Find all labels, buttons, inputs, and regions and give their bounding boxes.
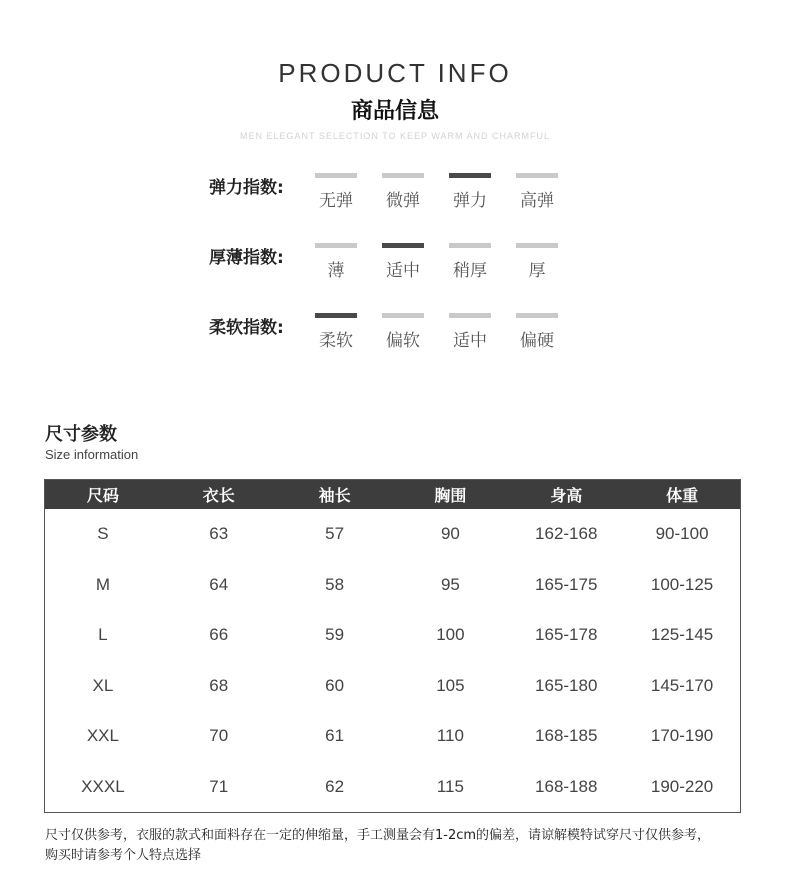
option-label: 微弹	[386, 191, 420, 211]
indicator-bar	[315, 173, 357, 178]
table-cell: 105	[436, 675, 465, 695]
table-cell: 70	[209, 726, 229, 746]
option-label: 稍厚	[453, 261, 487, 281]
table-row	[45, 560, 740, 611]
option-label: 薄	[327, 261, 345, 281]
table-cell: 168-185	[535, 726, 598, 746]
option-label: 厚	[528, 261, 546, 281]
indicator-bar	[516, 243, 558, 248]
indicator-bar	[315, 313, 357, 318]
indicator-bar	[516, 313, 558, 318]
table-cell: 100	[436, 625, 465, 645]
option-label: 适中	[386, 261, 420, 281]
softness-option	[448, 313, 492, 351]
table-cell: 90-100	[655, 524, 709, 544]
elasticity-row	[0, 173, 790, 223]
softness-option	[515, 313, 559, 351]
table-cell: 60	[325, 675, 345, 695]
elasticity-option	[381, 173, 425, 211]
table-cell: 62	[325, 776, 345, 796]
table-row	[45, 762, 740, 813]
column-header: 体重	[624, 480, 740, 509]
table-cell: XXXL	[81, 776, 125, 796]
table-cell: S	[97, 524, 109, 544]
elasticity-label: 弹力指数:	[209, 178, 284, 198]
thickness-option	[381, 243, 425, 281]
product-info-title: PRODUCT INFO	[278, 58, 512, 88]
indicator-bar	[382, 243, 424, 248]
option-label: 偏软	[386, 331, 420, 351]
thickness-option	[314, 243, 358, 281]
table-cell: 64	[209, 574, 229, 594]
note-line: 购买时请参考个人特点选择	[45, 848, 202, 863]
size-section-subtitle: Size information	[45, 447, 139, 462]
table-cell: 125-145	[650, 625, 714, 645]
table-cell: 165-178	[535, 625, 598, 645]
table-cell: 165-180	[535, 675, 598, 695]
table-header-row	[45, 480, 740, 509]
indicator-bar	[449, 243, 491, 248]
option-label: 高弹	[520, 191, 554, 211]
table-cell: 115	[436, 776, 464, 796]
table-cell: 170-190	[650, 726, 714, 746]
table-cell: 162-168	[535, 524, 598, 544]
table-cell: 59	[325, 625, 345, 645]
table-cell: 71	[209, 776, 229, 796]
elasticity-option	[448, 173, 492, 211]
table-cell: 61	[325, 726, 345, 746]
softness-label: 柔软指数:	[209, 318, 284, 338]
table-row	[45, 610, 740, 661]
table-cell: 57	[325, 524, 345, 544]
note-line: 尺寸仅供参考，衣服的款式和面料存在一定的伸缩量，手工测量会有1-2cm的偏差，请谅解模特试穿尺寸仅供参考，	[45, 828, 711, 843]
thickness-option	[448, 243, 492, 281]
elasticity-option	[314, 173, 358, 211]
column-header: 衣长	[161, 480, 277, 509]
softness-row	[0, 313, 790, 363]
table-cell: 110	[436, 726, 464, 746]
option-label: 适中	[453, 331, 487, 351]
column-header: 胸围	[392, 480, 508, 509]
elasticity-option	[515, 173, 559, 211]
table-row	[45, 509, 740, 560]
column-header: 身高	[508, 480, 624, 509]
option-label: 弹力	[453, 191, 487, 211]
indicator-bar	[315, 243, 357, 248]
table-cell: 190-220	[650, 776, 714, 796]
table-cell: 95	[440, 574, 460, 594]
product-info-title-cn: 商品信息	[350, 99, 439, 124]
indicator-bar	[382, 313, 424, 318]
table-cell: 68	[209, 675, 229, 695]
table-row	[45, 711, 740, 762]
thickness-label: 厚薄指数:	[209, 248, 284, 268]
table-cell: M	[95, 574, 110, 594]
thickness-option	[515, 243, 559, 281]
table-row	[45, 661, 740, 712]
indicator-bar	[449, 173, 491, 178]
indicator-bar	[382, 173, 424, 178]
size-table	[44, 479, 741, 813]
indicator-bar	[516, 173, 558, 178]
softness-option	[314, 313, 358, 351]
table-cell: XXL	[86, 726, 119, 746]
option-label: 无弹	[319, 191, 353, 211]
table-cell: 63	[209, 524, 229, 544]
size-disclaimer-note	[45, 826, 765, 866]
product-info-subtitle: MEN ELEGANT SELECTION TO KEEP WARM AND CHARMFUL	[239, 131, 551, 141]
option-label: 柔软	[319, 331, 353, 351]
indicator-bar	[449, 313, 491, 318]
table-cell: L	[98, 625, 108, 645]
table-cell: 90	[440, 524, 460, 544]
table-cell: 168-188	[535, 776, 598, 796]
option-label: 偏硬	[520, 331, 554, 351]
table-cell: XL	[92, 675, 114, 695]
table-cell: 66	[209, 625, 229, 645]
softness-option	[381, 313, 425, 351]
table-cell: 165-175	[535, 574, 598, 594]
thickness-row	[0, 243, 790, 293]
table-cell: 145-170	[650, 675, 714, 695]
size-section-title: 尺寸参数	[45, 424, 117, 445]
table-cell: 100-125	[650, 574, 714, 594]
column-header: 袖长	[277, 480, 393, 509]
column-header: 尺码	[45, 480, 161, 509]
table-cell: 58	[325, 574, 345, 594]
